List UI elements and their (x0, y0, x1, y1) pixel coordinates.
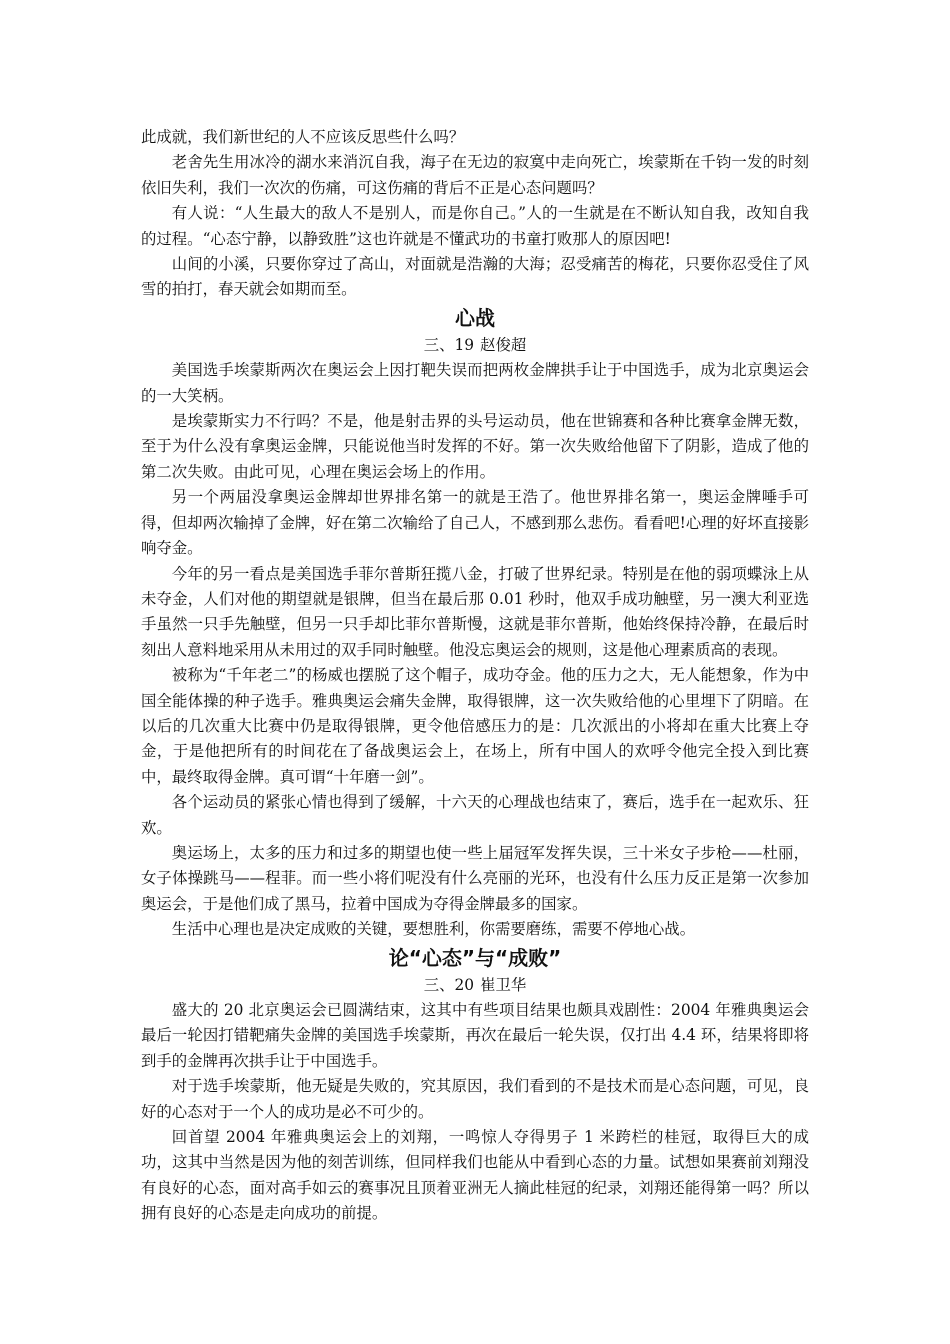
paragraph: 此成就，我们新世纪的人不应该反思些什么吗？ (141, 128, 465, 146)
paragraph: 生活中心理也是决定成败的关键，要想胜利，你需要磨练，需要不停地心战。 (171, 920, 696, 939)
paragraph: 盛大的 20 北京奥运会已圆满结束，这其中有些项目结果也颇具戏剧性：2004 年雅典奥运会最后一轮因打错靶痛失金牌的美国选手埃蒙斯，再次在最后一轮失误，仅打出 4.4 环，结果将即将到手的金牌再次拱手让于中国选手。 (141, 1001, 809, 1070)
author-class: 三、19 (423, 335, 475, 354)
paragraph: 对于选手埃蒙斯，他无疑是失败的，究其原因，我们看到的不是技术而是心态问题，可见，良好的心态对于一个人的成功是必不可少的。 (141, 1077, 809, 1121)
paragraph: 另一个两届没拿奥运金牌却世界排名第一的就是王浩了。他世界排名第一，奥运金牌唾手可得，但却两次输掉了金牌，好在第二次输给了自己人，不感到那么悲伤。看看吧!心理的好坏直接影响夺金。 (141, 488, 809, 558)
paragraph: 老舍先生用冰冷的湖水来消沉自我，海子在无边的寂寞中走向死亡，埃蒙斯在千钧一发的时刻依旧失利，我们一次次的伤痛，可这伤痛的背后不正是心态问题吗？ (141, 153, 809, 197)
paragraph: 今年的另一看点是美国选手菲尔普斯狂揽八金，打破了世界纪录。特别是在他的弱项蝶泳上从未夺金，人们对他的期望就是银牌，但当在最后那 0.01 秒时，他双手成功触壁，另一澳大利亚选手虽然一只手先触壁，但另一只手却比菲尔普斯慢，这就是菲尔普斯，他始终保持冷静，在最后时刻出人意料地采用从未用过的双手同时触壁。他没忘奥运会的规则，这是他心理素质高的表现。 (141, 564, 809, 659)
essay-byline (141, 333, 809, 358)
paragraph: 被称为“千年老二”的杨威也摆脱了这个帽子，成功夺金。他的压力之大，无人能想象，作为中国全能体操的种子选手。雅典奥运会痛失金牌，取得银牌，这一次失败给他的心里埋下了阴暗。在以后的几次重大比赛中仍是取得银牌，更令他倍感压力的是：几次派出的小将却在重大比赛上夺金，于是他把所有的时间花在了备战奥运会上，在场上，所有中国人的欢呼令他完全投入到比赛中，最终取得金牌。真可谓“十年磨一剑”。 (141, 666, 809, 786)
paragraph: 是埃蒙斯实力不行吗？不是，他是射击界的头号运动员，他在世锦赛和各种比赛拿金牌无数，至于为什么没有拿奥运金牌，只能说他当时发挥的不好。第一次失败给他留下了阴影，造成了他的第二次失败。由此可见，心理在奥运会场上的作用。 (141, 412, 809, 481)
paragraph: 各个运动员的紧张心情也得到了缓解，十六天的心理战也结束了，赛后，选手在一起欢乐、狂欢。 (141, 793, 809, 837)
author-class: 三、20 (423, 975, 475, 994)
author-name: 崔卫华 (480, 975, 527, 994)
paragraph: 山间的小溪，只要你穿过了高山，对面就是浩瀚的大海；忍受痛苦的梅花，只要你忍受住了风雪的拍打，春天就会如期而至。 (141, 255, 809, 299)
paragraph: 回首望 2004 年雅典奥运会上的刘翔，一鸣惊人夺得男子 1 米跨栏的桂冠，取得巨大的成功，这其中当然是因为他的刻苦训练，但同样我们也能从中看到心态的力量。试想如果赛前刘翔没有良好的心态，面对高手如云的赛事况且顶着亚洲无人摘此桂冠的纪录，刘翔还能得第一吗？所以拥有良好的心态是走向成功的前提。 (141, 1128, 809, 1223)
essay-byline (141, 973, 809, 998)
essay-title: 心战 (455, 305, 495, 330)
document-page (141, 125, 809, 1227)
essay-title: 论“心态”与“成败” (388, 945, 562, 970)
paragraph: 美国选手埃蒙斯两次在奥运会上因打靶失误而把两枚金牌拱手让于中国选手，成为北京奥运会的一大笑柄。 (141, 361, 809, 405)
paragraph: 奥运场上，太多的压力和过多的期望也使一些上届冠军发挥失误，三十米女子步枪——杜丽，女子体操跳马——程菲。而一些小将们呢没有什么亮丽的光环，也没有什么压力反正是第一次参加奥运会，于是他们成了黑马，拉着中国成为夺得金牌最多的国家。 (141, 843, 809, 913)
author-name: 赵俊超 (480, 335, 527, 354)
paragraph: 有人说：“人生最大的敌人不是别人，而是你自己。”人的一生就是在不断认知自我，改知自我的过程。“心态宁静，以静致胜”这也许就是不懂武功的书童打败那人的原因吧! (141, 204, 809, 248)
